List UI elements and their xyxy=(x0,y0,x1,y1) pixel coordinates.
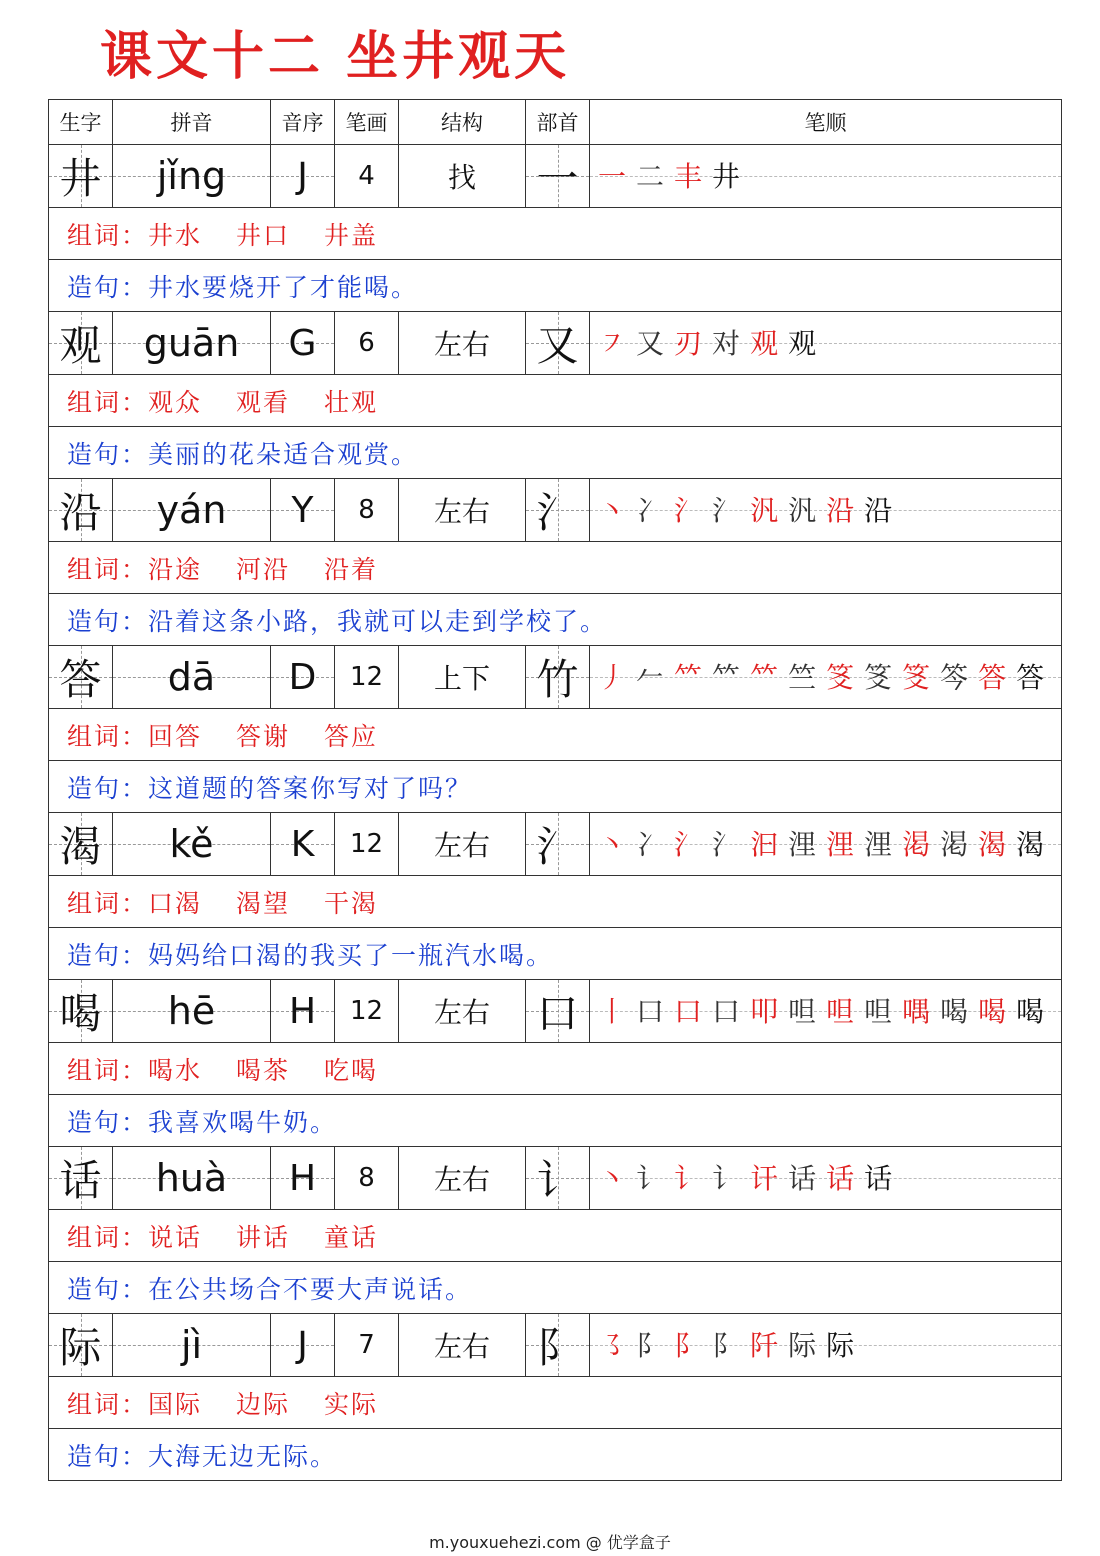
stroke-step: 观 xyxy=(750,326,779,360)
sentence-cell xyxy=(49,594,1062,646)
char-cell xyxy=(49,1314,113,1377)
sentence: 这道题的答案你写对了吗？ xyxy=(148,773,473,803)
header-strokes: 笔画 xyxy=(335,100,399,145)
footer-credit: m.youxuehezi.com @ 优学盒子 xyxy=(429,1533,671,1552)
initial-letter: H xyxy=(288,1157,317,1199)
stroke-order xyxy=(590,145,1061,207)
word: 喝水 xyxy=(148,1055,203,1085)
character-row xyxy=(49,1314,1062,1377)
word: 河沿 xyxy=(236,554,291,584)
initial-cell xyxy=(271,479,335,542)
words-cell xyxy=(49,542,1062,594)
pinyin-cell xyxy=(113,1147,271,1210)
word: 观看 xyxy=(236,387,291,417)
initial-cell xyxy=(271,312,335,375)
stroke-step: 𠂉 xyxy=(636,660,665,694)
radical-cell xyxy=(526,980,590,1043)
structure: 左右 xyxy=(433,829,490,862)
sentence-cell xyxy=(49,761,1062,813)
strokes-cell xyxy=(335,479,399,542)
words-cell xyxy=(49,1377,1062,1429)
radical-cell xyxy=(526,1147,590,1210)
initial-cell xyxy=(271,1147,335,1210)
structure: 上下 xyxy=(433,662,490,695)
sentence-row xyxy=(49,1095,1062,1147)
sentence-label: 造句： xyxy=(67,940,149,970)
stroke-step: 呾 xyxy=(788,994,817,1028)
stroke-order xyxy=(590,1147,1061,1209)
words-row xyxy=(49,1210,1062,1262)
stroke-step: 井 xyxy=(712,159,741,193)
header-initial: 音序 xyxy=(271,100,335,145)
table-header xyxy=(49,100,1062,145)
sentence-cell xyxy=(49,1095,1062,1147)
character: 观 xyxy=(59,321,102,370)
stroke-step: 又 xyxy=(636,326,665,360)
sentence: 沿着这条小路，我就可以走到学校了。 xyxy=(148,606,608,636)
character: 井 xyxy=(59,154,102,203)
radical: 竹 xyxy=(536,655,579,704)
stroke-step: 喝 xyxy=(1016,994,1045,1028)
stroke-step: 汎 xyxy=(750,493,779,527)
pinyin: guān xyxy=(143,321,240,365)
stroke-order xyxy=(590,479,1061,541)
stroke-step: 呾 xyxy=(864,994,893,1028)
sentence-row xyxy=(49,761,1062,813)
stroke-step: 丶 xyxy=(598,827,627,861)
radical-cell xyxy=(526,813,590,876)
stroke-step: 讠 xyxy=(636,1161,665,1195)
pinyin: huà xyxy=(155,1156,228,1200)
stroke-step: 浬 xyxy=(864,827,893,861)
initial-cell xyxy=(271,1314,335,1377)
stroke-order-cell xyxy=(590,1147,1062,1210)
char-cell xyxy=(49,479,113,542)
stroke-step: 话 xyxy=(788,1161,817,1195)
word: 边际 xyxy=(236,1389,291,1419)
stroke-step: 喝 xyxy=(940,994,969,1028)
stroke-step: 对 xyxy=(712,326,741,360)
stroke-step: 冫 xyxy=(636,827,665,861)
stroke-step: 喝 xyxy=(978,994,1007,1028)
radical: 氵 xyxy=(536,822,579,871)
character-row xyxy=(49,145,1062,208)
word: 回答 xyxy=(148,721,203,751)
sentence-cell xyxy=(49,928,1062,980)
words-row xyxy=(49,1377,1062,1429)
word: 童话 xyxy=(324,1222,379,1252)
sentence-label: 造句： xyxy=(67,606,149,636)
words-row xyxy=(49,876,1062,928)
char-cell xyxy=(49,312,113,375)
initial-letter: K xyxy=(290,823,315,865)
header-structure: 结构 xyxy=(399,100,526,145)
stroke-step: 𥫗 xyxy=(750,660,779,694)
stroke-step: 观 xyxy=(788,326,817,360)
stroke-order xyxy=(590,312,1061,374)
words-row xyxy=(49,208,1062,260)
radical: 阝 xyxy=(536,1323,579,1372)
character: 话 xyxy=(59,1156,102,1205)
structure-cell xyxy=(399,1147,526,1210)
radical-cell xyxy=(526,479,590,542)
radical: 一 xyxy=(536,154,579,203)
strokes-cell xyxy=(335,312,399,375)
sentence-row xyxy=(49,260,1062,312)
stroke-step: 笅 xyxy=(902,660,931,694)
word: 观众 xyxy=(148,387,203,417)
words-cell xyxy=(49,709,1062,761)
stroke-step: 笅 xyxy=(864,660,893,694)
pinyin-cell xyxy=(113,1314,271,1377)
pinyin-cell xyxy=(113,813,271,876)
stroke-step: 话 xyxy=(864,1161,893,1195)
sentence: 井水要烧开了才能喝。 xyxy=(148,272,419,302)
pinyin: yán xyxy=(156,488,227,532)
stroke-step: 阝 xyxy=(636,1328,665,1362)
structure-cell xyxy=(399,479,526,542)
stroke-step: 二 xyxy=(636,159,665,193)
initial-letter: J xyxy=(297,155,308,197)
initial-letter: G xyxy=(288,322,317,364)
sentence: 美丽的花朵适合观赏。 xyxy=(148,439,419,469)
word: 干渴 xyxy=(324,888,379,918)
words-label: 组词： xyxy=(67,888,149,918)
stroke-step: 渇 xyxy=(940,827,969,861)
structure-cell xyxy=(399,813,526,876)
pinyin-cell xyxy=(113,312,271,375)
stroke-step: 汎 xyxy=(788,493,817,527)
strokes-cell xyxy=(335,980,399,1043)
character: 答 xyxy=(59,655,102,704)
pinyin: dā xyxy=(167,655,216,699)
stroke-step: 氵 xyxy=(712,493,741,527)
header-pinyin: 拼音 xyxy=(113,100,271,145)
stroke-count: 6 xyxy=(358,328,375,358)
char-cell xyxy=(49,1147,113,1210)
radical-cell xyxy=(526,145,590,208)
stroke-order-cell xyxy=(590,312,1062,375)
words-cell xyxy=(49,208,1062,260)
stroke-step: 阡 xyxy=(750,1328,779,1362)
structure: 找 xyxy=(447,161,476,194)
initial-letter: J xyxy=(297,1324,308,1366)
character: 渴 xyxy=(59,822,102,871)
words-cell xyxy=(49,1210,1062,1262)
radical-cell xyxy=(526,646,590,709)
structure-cell xyxy=(399,312,526,375)
sentence: 大海无边无际。 xyxy=(148,1441,338,1471)
stroke-step: 际 xyxy=(788,1328,817,1362)
sentence-label: 造句： xyxy=(67,773,149,803)
initial-letter: H xyxy=(288,990,317,1032)
stroke-order-cell xyxy=(590,479,1062,542)
vocabulary-table xyxy=(48,99,1062,1481)
words-row xyxy=(49,1043,1062,1095)
initial-cell xyxy=(271,145,335,208)
stroke-step: 笒 xyxy=(940,660,969,694)
stroke-step: 氵 xyxy=(674,493,703,527)
word: 说话 xyxy=(148,1222,203,1252)
words-label: 组词： xyxy=(67,1389,149,1419)
stroke-step: 讠 xyxy=(674,1161,703,1195)
character-row xyxy=(49,980,1062,1043)
character-row xyxy=(49,1147,1062,1210)
structure: 左右 xyxy=(433,328,490,361)
stroke-step: 讠 xyxy=(712,1161,741,1195)
stroke-step: 喁 xyxy=(902,994,931,1028)
words-label: 组词： xyxy=(67,721,149,751)
sentence: 妈妈给口渴的我买了一瓶汽水喝。 xyxy=(148,940,554,970)
stroke-step: 刃 xyxy=(674,326,703,360)
structure: 左右 xyxy=(433,1330,490,1363)
pinyin: kě xyxy=(169,822,214,866)
words-cell xyxy=(49,876,1062,928)
stroke-step: 冫 xyxy=(636,493,665,527)
stroke-count: 8 xyxy=(358,495,375,525)
strokes-cell xyxy=(335,145,399,208)
word: 口渴 xyxy=(148,888,203,918)
stroke-step: 丶 xyxy=(598,493,627,527)
stroke-step: 笅 xyxy=(826,660,855,694)
stroke-step: 丰 xyxy=(674,159,703,193)
stroke-step: 𥫗 xyxy=(674,660,703,694)
char-cell xyxy=(49,145,113,208)
stroke-step: 沿 xyxy=(826,493,855,527)
stroke-step: 口 xyxy=(712,994,741,1028)
sentence-label: 造句： xyxy=(67,1274,149,1304)
stroke-step: 话 xyxy=(826,1161,855,1195)
stroke-step: 呾 xyxy=(826,994,855,1028)
word: 沿途 xyxy=(148,554,203,584)
word: 吃喝 xyxy=(324,1055,379,1085)
strokes-cell xyxy=(335,813,399,876)
stroke-count: 4 xyxy=(358,161,375,191)
header-stroke-order: 笔顺 xyxy=(590,100,1062,145)
pinyin: jì xyxy=(180,1323,203,1367)
char-cell xyxy=(49,813,113,876)
radical-cell xyxy=(526,312,590,375)
words-label: 组词： xyxy=(67,1055,149,1085)
sentence-cell xyxy=(49,427,1062,479)
stroke-order xyxy=(590,646,1061,708)
radical-cell xyxy=(526,1314,590,1377)
structure-cell xyxy=(399,646,526,709)
header-radical: 部首 xyxy=(526,100,590,145)
stroke-step: 丿 xyxy=(598,660,627,694)
pinyin-cell xyxy=(113,980,271,1043)
strokes-cell xyxy=(335,1314,399,1377)
character-row xyxy=(49,312,1062,375)
structure-cell xyxy=(399,145,526,208)
character: 喝 xyxy=(59,989,102,1038)
word: 答谢 xyxy=(236,721,291,751)
sentence-label: 造句： xyxy=(67,439,149,469)
sentence-cell xyxy=(49,1262,1062,1314)
words-cell xyxy=(49,375,1062,427)
character: 沿 xyxy=(59,488,102,537)
word: 答应 xyxy=(324,721,379,751)
stroke-step: 𥫗 xyxy=(712,660,741,694)
stroke-order xyxy=(590,980,1061,1042)
character-row xyxy=(49,646,1062,709)
word: 沿着 xyxy=(324,554,379,584)
stroke-step: 讦 xyxy=(750,1161,779,1195)
sentence: 在公共场合不要大声说话。 xyxy=(148,1274,473,1304)
word: 井水 xyxy=(148,220,203,250)
stroke-step: 浬 xyxy=(826,827,855,861)
stroke-step: ㇇ xyxy=(598,326,627,360)
stroke-step: 渇 xyxy=(902,827,931,861)
initial-cell xyxy=(271,813,335,876)
pinyin-cell xyxy=(113,145,271,208)
character-row xyxy=(49,813,1062,876)
initial-cell xyxy=(271,646,335,709)
stroke-step: 答 xyxy=(978,660,1007,694)
initial-letter: Y xyxy=(291,489,314,531)
sentence-row xyxy=(49,1429,1062,1481)
stroke-count: 7 xyxy=(358,1330,375,1360)
stroke-step: 丶 xyxy=(598,1161,627,1195)
radical: 讠 xyxy=(536,1156,579,1205)
char-cell xyxy=(49,646,113,709)
word: 实际 xyxy=(324,1389,379,1419)
word: 渴望 xyxy=(236,888,291,918)
words-label: 组词： xyxy=(67,1222,149,1252)
words-label: 组词： xyxy=(67,220,149,250)
sentence: 我喜欢喝牛奶。 xyxy=(148,1107,338,1137)
stroke-count: 12 xyxy=(349,829,384,859)
stroke-step: 氵 xyxy=(712,827,741,861)
sentence-row xyxy=(49,1262,1062,1314)
stroke-order-cell xyxy=(590,980,1062,1043)
character: 际 xyxy=(59,1323,102,1372)
sentence-row xyxy=(49,928,1062,980)
page-title: 课文十二 坐井观天 xyxy=(100,26,571,87)
stroke-step: 阝 xyxy=(674,1328,703,1362)
stroke-step: ㇌ xyxy=(598,1328,627,1362)
stroke-order-cell xyxy=(590,646,1062,709)
radical: 口 xyxy=(536,989,579,1038)
strokes-cell xyxy=(335,1147,399,1210)
structure-cell xyxy=(399,1314,526,1377)
structure: 左右 xyxy=(433,996,490,1029)
stroke-step: 一 xyxy=(598,159,627,193)
structure-cell xyxy=(399,980,526,1043)
structure: 左右 xyxy=(433,495,490,528)
stroke-step: 口 xyxy=(674,994,703,1028)
sentence-cell xyxy=(49,260,1062,312)
stroke-order xyxy=(590,1314,1061,1376)
stroke-step: 沿 xyxy=(864,493,893,527)
word: 国际 xyxy=(148,1389,203,1419)
sentence-row xyxy=(49,427,1062,479)
pinyin: jǐng xyxy=(156,154,227,198)
words-row xyxy=(49,375,1062,427)
stroke-order-cell xyxy=(590,1314,1062,1377)
pinyin-cell xyxy=(113,479,271,542)
strokes-cell xyxy=(335,646,399,709)
pinyin-cell xyxy=(113,646,271,709)
stroke-count: 12 xyxy=(349,996,384,1026)
word: 壮观 xyxy=(324,387,379,417)
pinyin: hē xyxy=(167,989,216,1033)
char-cell xyxy=(49,980,113,1043)
stroke-step: 口 xyxy=(636,994,665,1028)
structure: 左右 xyxy=(433,1163,490,1196)
stroke-order-cell xyxy=(590,145,1062,208)
stroke-count: 8 xyxy=(358,1163,375,1193)
stroke-step: 汩 xyxy=(750,827,779,861)
character-row xyxy=(49,479,1062,542)
words-label: 组词： xyxy=(67,387,149,417)
sentence-cell xyxy=(49,1429,1062,1481)
sentence-label: 造句： xyxy=(67,1441,149,1471)
words-label: 组词： xyxy=(67,554,149,584)
stroke-step: 氵 xyxy=(674,827,703,861)
stroke-step: 答 xyxy=(1016,660,1045,694)
word: 井盖 xyxy=(324,220,379,250)
radical: 氵 xyxy=(536,488,579,537)
initial-cell xyxy=(271,980,335,1043)
word: 讲话 xyxy=(236,1222,291,1252)
stroke-step: 竺 xyxy=(788,660,817,694)
words-cell xyxy=(49,1043,1062,1095)
stroke-step: 渴 xyxy=(978,827,1007,861)
stroke-step: 丨 xyxy=(598,994,627,1028)
sentence-row xyxy=(49,594,1062,646)
stroke-step: 渴 xyxy=(1016,827,1045,861)
sentence-label: 造句： xyxy=(67,1107,149,1137)
header-char: 生字 xyxy=(49,100,113,145)
stroke-step: 叩 xyxy=(750,994,779,1028)
word: 井口 xyxy=(236,220,291,250)
word: 喝茶 xyxy=(236,1055,291,1085)
radical: 又 xyxy=(536,321,579,370)
stroke-order-cell xyxy=(590,813,1062,876)
stroke-step: 浬 xyxy=(788,827,817,861)
initial-letter: D xyxy=(288,656,317,698)
sentence-label: 造句： xyxy=(67,272,149,302)
words-row xyxy=(49,542,1062,594)
stroke-count: 12 xyxy=(349,662,384,692)
stroke-order xyxy=(590,813,1061,875)
words-row xyxy=(49,709,1062,761)
stroke-step: 际 xyxy=(826,1328,855,1362)
stroke-step: 阝 xyxy=(712,1328,741,1362)
